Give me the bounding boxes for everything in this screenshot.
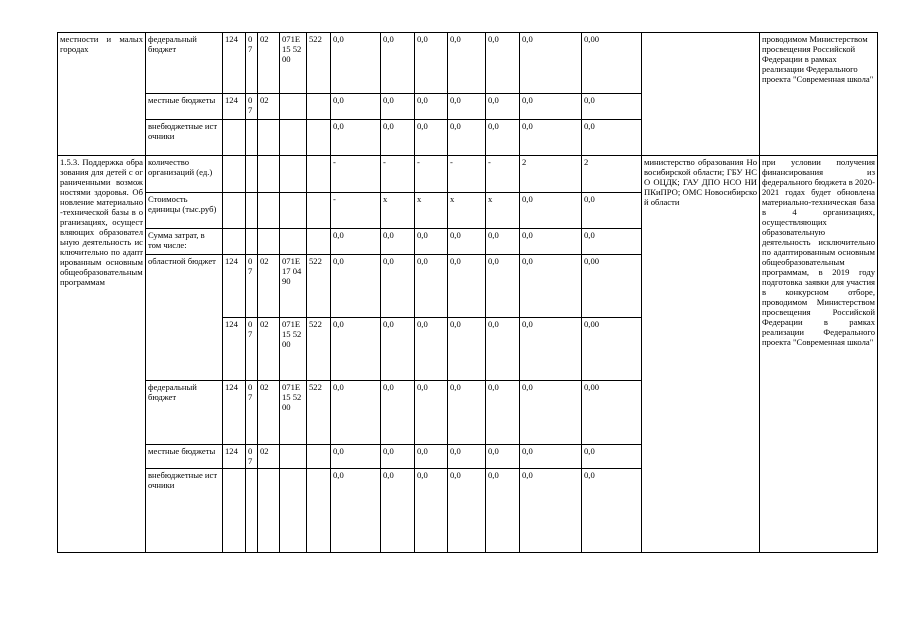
value-cell: 0,0 (582, 94, 642, 120)
value-cell: 0,0 (381, 381, 415, 445)
grbs-code: 124 (223, 381, 246, 445)
value-cell: 0,0 (415, 33, 448, 94)
funding-source: федеральный бюджет (146, 33, 223, 94)
value-cell: 0,0 (331, 94, 381, 120)
value-cell: 0,0 (520, 33, 582, 94)
vr-code: 522 (307, 255, 331, 318)
csr-code: 071Е15 5200 (280, 381, 307, 445)
value-cell: 0,0 (381, 120, 415, 156)
value-cell: 0,0 (381, 94, 415, 120)
funding-source: местные бюджеты (146, 94, 223, 120)
pr-code: 02 (258, 33, 280, 94)
value-cell: 0,0 (381, 255, 415, 318)
value-cell: 0,00 (582, 33, 642, 94)
value-cell: 0,0 (486, 120, 520, 156)
value-cell: 0,0 (381, 469, 415, 553)
value-cell: 0,0 (331, 33, 381, 94)
value-cell: 0,0 (520, 193, 582, 229)
value-cell: 0,0 (520, 318, 582, 381)
csr-code (280, 94, 307, 120)
value-cell: 0,0 (486, 94, 520, 120)
csr-code: 071Е15 5200 (280, 33, 307, 94)
vr-code: 522 (307, 33, 331, 94)
value-cell: 0,0 (331, 255, 381, 318)
funding-source: местные бюджеты (146, 445, 223, 469)
value-cell: х (486, 193, 520, 229)
grbs-code: 124 (223, 33, 246, 94)
grbs-code: 124 (223, 94, 246, 120)
funding-source: федеральный бюджет (146, 381, 223, 445)
value-cell: 0,0 (331, 229, 381, 255)
value-cell: 0,0 (486, 469, 520, 553)
value-cell: 0,0 (448, 445, 486, 469)
expected-result: при условии получения финансирования из федерального бюджета в 2020-2021 годах будет обновлена материально-техническая база в 4 организациях, осуществляющих образовательную деятельность исключительно по адаптированным основным общеобразовательным программам, в 2019 году подготовка заявки для участия в конкурсном отборе, проводимом Министерством просвещения Российской Федерации в рамках реализации Федерального проекта "Современная школа" (760, 156, 878, 553)
vr-code (307, 445, 331, 469)
value-cell: х (448, 193, 486, 229)
value-cell: 0,0 (448, 381, 486, 445)
value-cell: 0,0 (448, 229, 486, 255)
value-cell: 0,0 (331, 445, 381, 469)
value-cell: - (486, 156, 520, 193)
grbs-code: 124 (223, 445, 246, 469)
value-cell: 0,0 (381, 33, 415, 94)
rz-code: 07 (246, 381, 258, 445)
table-row (58, 156, 878, 193)
pr-code: 02 (258, 94, 280, 120)
value-cell: 0,0 (415, 381, 448, 445)
value-cell: 0,0 (486, 318, 520, 381)
vr-code (307, 94, 331, 120)
rz-code: 07 (246, 318, 258, 381)
value-cell: 0,0 (486, 445, 520, 469)
value-cell: 0,0 (415, 94, 448, 120)
value-cell: 0,0 (582, 193, 642, 229)
pr-code: 02 (258, 381, 280, 445)
funding-source: Стоимость единицы (тыс.руб) (146, 193, 223, 229)
grbs-code: 124 (223, 318, 246, 381)
program-table (57, 32, 878, 553)
value-cell: 0,0 (381, 318, 415, 381)
value-cell: 0,00 (582, 381, 642, 445)
value-cell: 0,00 (582, 318, 642, 381)
pr-code: 02 (258, 255, 280, 318)
value-cell: 0,0 (520, 445, 582, 469)
csr-code: 071Е17 0490 (280, 255, 307, 318)
value-cell: 0,0 (486, 33, 520, 94)
value-cell: 0,0 (582, 445, 642, 469)
measure-code: 1.5.3. (60, 157, 80, 167)
value-cell: 0,0 (415, 120, 448, 156)
value-cell: 0,0 (448, 94, 486, 120)
value-cell: 0,0 (486, 229, 520, 255)
executors-cell (642, 33, 760, 156)
funding-source: внебюджетные источники (146, 120, 223, 156)
value-cell: 0,0 (520, 381, 582, 445)
value-cell: 0,0 (520, 229, 582, 255)
value-cell: 0,0 (520, 469, 582, 553)
funding-source: внебюджетные источники (146, 469, 223, 553)
value-cell: 0,0 (448, 120, 486, 156)
value-cell: 0,00 (582, 255, 642, 318)
value-cell: - (331, 156, 381, 193)
rz-code: 07 (246, 445, 258, 469)
measure-name: местности и малых городах (58, 33, 146, 156)
value-cell: 0,0 (448, 33, 486, 94)
value-cell: 0,0 (331, 318, 381, 381)
csr-code (280, 445, 307, 469)
value-cell: 0,0 (331, 120, 381, 156)
csr-code: 071Е15 5200 (280, 318, 307, 381)
value-cell: 0,0 (520, 255, 582, 318)
table-row (58, 33, 878, 94)
value-cell: 0,0 (415, 445, 448, 469)
value-cell: 0,0 (520, 94, 582, 120)
value-cell: 0,0 (415, 229, 448, 255)
funding-source: областной бюджет (146, 255, 223, 381)
rz-code: 07 (246, 94, 258, 120)
measure-name (58, 156, 146, 553)
value-cell: 0,0 (381, 229, 415, 255)
value-cell: 0,0 (415, 469, 448, 553)
value-cell: 0,0 (331, 381, 381, 445)
value-cell: 0,0 (582, 120, 642, 156)
vr-code: 522 (307, 381, 331, 445)
measure-title: Поддержка образования для детей с ограниченными возможностями здоровья. Обновление материально-технической базы в организациях, осуществляющих образовательную деятельность исключительно по адаптированным основным общеобразовательным программам (60, 157, 143, 287)
expected-result: проводимом Министерством просвещения Российской Федерации в рамках реализации Федерального проекта "Современная школа" (760, 33, 878, 156)
value-cell: 0,0 (448, 255, 486, 318)
value-cell: - (381, 156, 415, 193)
value-cell: 2 (582, 156, 642, 193)
value-cell: 0,0 (448, 469, 486, 553)
funding-source: количество организаций (ед.) (146, 156, 223, 193)
value-cell: х (381, 193, 415, 229)
value-cell: х (415, 193, 448, 229)
value-cell: - (448, 156, 486, 193)
value-cell: 0,0 (486, 255, 520, 318)
pr-code: 02 (258, 445, 280, 469)
value-cell: 0,0 (582, 469, 642, 553)
pr-code: 02 (258, 318, 280, 381)
value-cell: 2 (520, 156, 582, 193)
value-cell: 0,0 (486, 381, 520, 445)
vr-code: 522 (307, 318, 331, 381)
value-cell: 0,0 (415, 318, 448, 381)
value-cell: 0,0 (448, 318, 486, 381)
rz-code: 07 (246, 255, 258, 318)
value-cell: - (331, 193, 381, 229)
value-cell: 0,0 (381, 445, 415, 469)
executors-cell: министерство образования Новосибирской области; ГБУ НСО ОЦДК; ГАУ ДПО НСО НИПКиПРО; ОМС Новосибирской области (642, 156, 760, 553)
value-cell: - (415, 156, 448, 193)
value-cell: 0,0 (415, 255, 448, 318)
funding-source: Сумма затрат, в том числе: (146, 229, 223, 255)
grbs-code: 124 (223, 255, 246, 318)
value-cell: 0,0 (331, 469, 381, 553)
rz-code: 07 (246, 33, 258, 94)
value-cell: 0,0 (582, 229, 642, 255)
value-cell: 0,0 (520, 120, 582, 156)
